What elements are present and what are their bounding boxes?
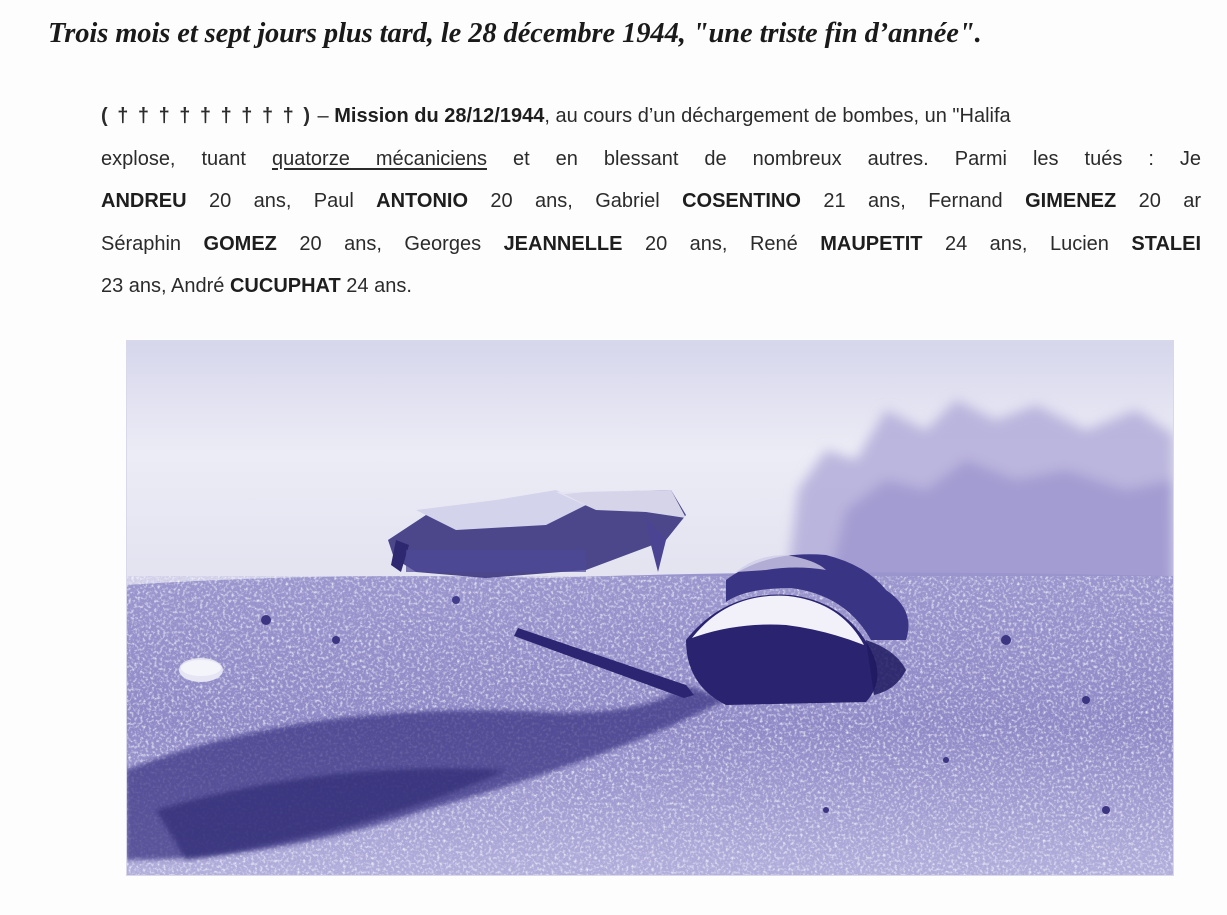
paragraph-text: 20 ar — [1116, 190, 1201, 212]
line-2-text-b: et en blessant de nombreux autres. Parmi les tués : Je — [486, 147, 1201, 170]
victim-name: JEANNELLE — [503, 232, 623, 255]
victim-name: GOMEZ — [203, 232, 277, 255]
paragraph-text: 20 ans, Gabriel — [468, 190, 683, 212]
victim-name: MAUPETIT — [820, 232, 923, 255]
victim-name: COSENTINO — [682, 190, 801, 212]
crosses-marker: ( † † † † † † † † † ) — [101, 105, 312, 127]
paragraph-text: Séraphin — [101, 232, 204, 255]
mission-label: Mission du 28/12/1944 — [334, 105, 545, 127]
paragraph-text: 20 ans, René — [622, 232, 821, 255]
page-title: Trois mois et sept jours plus tard, le 28 décembre 1944, "une triste fin d’année". — [48, 18, 982, 49]
dash: – — [312, 105, 335, 127]
paragraph-line-4 — [101, 226, 1201, 269]
line-1-text: , au cours d’un déchargement de bombes, un "Halifa — [544, 105, 1011, 127]
paragraph-line-1 — [101, 98, 1201, 141]
paragraph-text: 20 ans, Georges — [276, 232, 504, 255]
paragraph-line-5 — [101, 268, 1201, 311]
paragraph-text: 24 ans. — [340, 275, 412, 297]
paragraph-text: 24 ans, Lucien — [922, 232, 1132, 255]
paragraph-line-2 — [101, 141, 1201, 184]
victim-name: CUCUPHAT — [229, 275, 341, 297]
paragraph-text: 20 ans, Paul — [186, 190, 377, 212]
paragraph-text: 23 ans, André — [101, 275, 230, 297]
crash-site-photo — [126, 340, 1174, 876]
line-2-text-a: explose, tuant — [101, 147, 272, 170]
paragraph-line-3 — [101, 183, 1201, 226]
paragraph-text: 21 ans, Fernand — [801, 190, 1026, 212]
victim-name: STALEI — [1131, 232, 1201, 255]
victim-name: GIMENEZ — [1025, 190, 1117, 212]
victim-name: ANDREU — [101, 190, 187, 212]
underlined-phrase: quatorze mécaniciens — [271, 147, 487, 170]
victim-name: ANTONIO — [376, 190, 469, 212]
photo-ground — [126, 572, 1174, 876]
memorial-paragraph — [101, 98, 1201, 311]
